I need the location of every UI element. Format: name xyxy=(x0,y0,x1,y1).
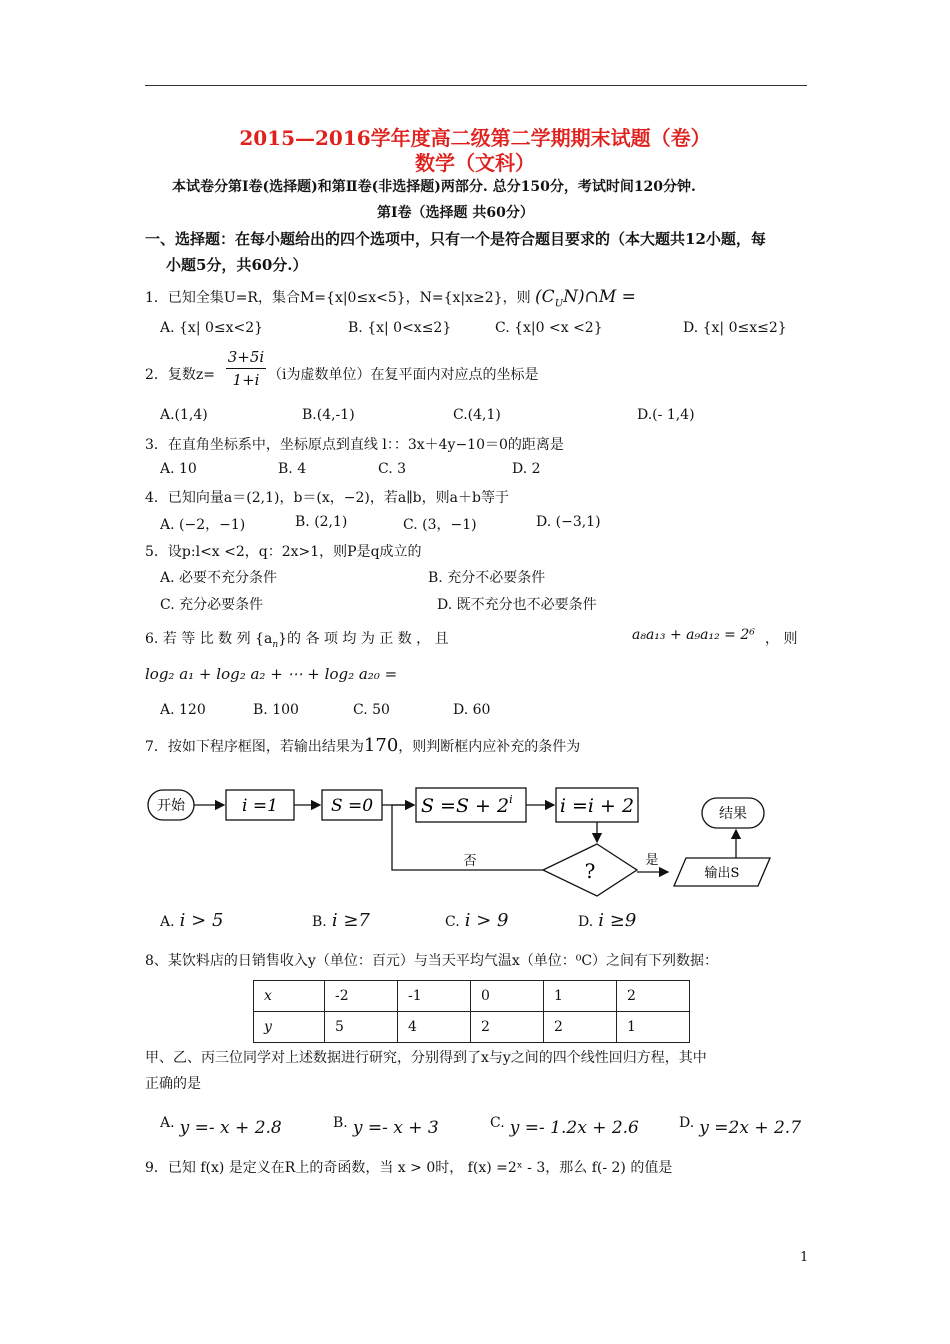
q4-option-d: D. (−3,1) xyxy=(536,514,601,530)
question-8-text-b: 甲、乙、丙三位同学对上述数据进行研究，分别得到了x与y之间的四个线性回归方程，其中 xyxy=(145,1050,707,1066)
question-7-text-b: ，则判断框内应补充的条件为 xyxy=(398,739,581,755)
question-1 xyxy=(145,287,636,309)
q5-option-d: D. 既不充分也不必要条件 xyxy=(437,597,597,613)
q6-option-d: D. 60 xyxy=(453,702,491,718)
table-cell: 2 xyxy=(617,981,690,1012)
q3-option-d: D. 2 xyxy=(512,461,541,477)
page-number: 1 xyxy=(800,1250,809,1265)
q6-option-a: A. 120 xyxy=(160,702,206,718)
fraction-denominator: 1+i xyxy=(232,371,260,389)
table-cell: 0 xyxy=(471,981,544,1012)
data-table xyxy=(253,980,690,1043)
q1-option-b: B. {x| 0<x≤2} xyxy=(348,320,452,336)
question-2-prefix: 2．复数z= xyxy=(145,367,216,383)
flow-box-init-s-label: S =0 xyxy=(330,796,374,816)
question-8: 8、某饮料店的日销售收入y（单位：百元）与当天平均气温x（单位：⁰C）之间有下列数据： xyxy=(145,953,719,969)
q1-option-c: C. {x|0 <x <2} xyxy=(495,320,603,336)
table-cell: x xyxy=(254,981,325,1012)
question-2-text: （i为虚数单位）在复平面内对应点的坐标是 xyxy=(268,367,539,383)
question-2-fraction xyxy=(226,348,266,389)
question-4: 4．已知向量a＝(2,1)，b＝(x，−2)，若a∥b，则a＋b等于 xyxy=(145,490,509,506)
table-cell: 1 xyxy=(617,1012,690,1043)
question-8-text-c: 正确的是 xyxy=(145,1076,201,1092)
q7-option-b: B. i ≥7 xyxy=(312,910,370,931)
q2-option-d: D.(- 1,4) xyxy=(637,407,695,423)
q5-option-b: B. 充分不必要条件 xyxy=(428,570,546,586)
flowchart xyxy=(140,780,820,905)
table-cell: 2 xyxy=(471,1012,544,1043)
flow-decision-label: ? xyxy=(584,859,596,883)
question-6-text-b: }的 各 项 均 为 正 数 ， 且 xyxy=(278,631,449,647)
flow-box-update-s-label: $S =S + 2^i$ xyxy=(421,793,513,817)
table-cell: 4 xyxy=(398,1012,471,1043)
table-cell: y xyxy=(254,1012,325,1043)
fraction-numerator: 3+5i xyxy=(226,348,266,369)
q7-option-d: D. i ≥9 xyxy=(578,910,637,931)
question-9: 9．已知 f(x) 是定义在R上的奇函数，当 x > 0时， f(x) =2ˣ - 3，那么 f(- 2) 的值是 xyxy=(145,1160,673,1176)
q4-option-a: A. (−2，−1) xyxy=(160,517,246,533)
q2-option-b: B.(4,-1) xyxy=(302,407,355,423)
q1-option-a: A. {x| 0≤x<2} xyxy=(160,320,264,336)
q3-option-a: A. 10 xyxy=(160,461,197,477)
section-title: 第Ⅰ卷（选择题 共60分） xyxy=(377,205,534,221)
question-6-text-a: 6. 若 等 比 数 列 {a xyxy=(145,631,273,647)
part-instructions-line1: 一、选择题：在每小题给出的四个选项中，只有一个是符合题目要求的（本大题共12小题，每 xyxy=(145,230,766,248)
flow-no-label: 否 xyxy=(463,854,477,869)
question-6-line1 xyxy=(145,628,449,650)
q5-option-a: A. 必要不充分条件 xyxy=(160,570,278,586)
question-6-expression: log₂ a₁ + log₂ a₂ + ⋯ + log₂ a₂₀ = xyxy=(145,665,398,683)
exam-intro: 本试卷分第Ⅰ卷(选择题)和第Ⅱ卷(非选择题)两部分. 总分150分，考试时间120分钟. xyxy=(172,179,696,195)
table-cell: -2 xyxy=(325,981,398,1012)
question-6-then: ， 则 xyxy=(765,631,798,647)
q8-option-b: B. y =- x + 3 xyxy=(333,1115,439,1138)
flow-box-update-i-label: i =i + 2 xyxy=(559,795,635,817)
flow-output-label: 输出S xyxy=(704,866,740,881)
question-1-expr: $(C_UN)\cap M$ = xyxy=(535,287,636,310)
question-6-subscript: n xyxy=(272,639,279,650)
question-5: 5．设p:l<x <2，q：2x>1，则P是q成立的 xyxy=(145,544,422,560)
part-instructions-line2: 小题5分，共60分.） xyxy=(166,256,308,274)
q3-option-b: B. 4 xyxy=(278,461,307,477)
q2-option-c: C.(4,1) xyxy=(453,407,501,423)
q6-option-c: C. 50 xyxy=(353,702,390,718)
question-7 xyxy=(145,735,580,756)
flow-start-label: 开始 xyxy=(157,798,185,814)
q4-option-b: B. (2,1) xyxy=(295,514,348,530)
q1-option-d: D. {x| 0≤x≤2} xyxy=(683,320,787,336)
q2-option-a: A.(1,4) xyxy=(160,407,208,423)
q3-option-c: C. 3 xyxy=(378,461,407,477)
table-row xyxy=(254,1012,690,1043)
q8-option-d: D. y =2x + 2.7 xyxy=(679,1115,802,1138)
table-cell: -1 xyxy=(398,981,471,1012)
q4-option-c: C. (3，−1) xyxy=(403,517,477,533)
q7-option-a: A. i > 5 xyxy=(160,910,224,931)
q8-option-a: A. y =- x + 2.8 xyxy=(160,1115,282,1138)
q6-option-b: B. 100 xyxy=(253,702,299,718)
table-cell: 1 xyxy=(544,981,617,1012)
question-7-number: 170 xyxy=(363,735,399,756)
question-7-text-a: 7．按如下程序框图，若输出结果为 xyxy=(145,739,364,755)
exam-subtitle: 数学（文科） xyxy=(415,151,535,175)
question-1-text: 1．已知全集U=R，集合M={x|0≤x<5}，N={x|x≥2}，则 xyxy=(145,290,531,306)
question-6-condition: a₈a₁₃ + a₉a₁₂ = 2⁶ xyxy=(632,627,755,643)
question-3: 3．在直角坐标系中，坐标原点到直线 l：：3x＋4y−10＝0的距离是 xyxy=(145,437,564,453)
table-row xyxy=(254,981,690,1012)
q8-option-c: C. y =- 1.2x + 2.6 xyxy=(490,1115,639,1138)
flow-yes-label: 是 xyxy=(645,853,659,868)
table-cell: 2 xyxy=(544,1012,617,1043)
flow-end-label: 结果 xyxy=(719,806,747,822)
header-rule xyxy=(145,85,807,86)
table-cell: 5 xyxy=(325,1012,398,1043)
flow-box-init-i-label: i =1 xyxy=(242,796,278,816)
q5-option-c: C. 充分必要条件 xyxy=(160,597,264,613)
q7-option-c: C. i > 9 xyxy=(445,910,509,931)
exam-title: 2015—2016学年度高二级第二学期期末试题（卷） xyxy=(239,126,711,150)
